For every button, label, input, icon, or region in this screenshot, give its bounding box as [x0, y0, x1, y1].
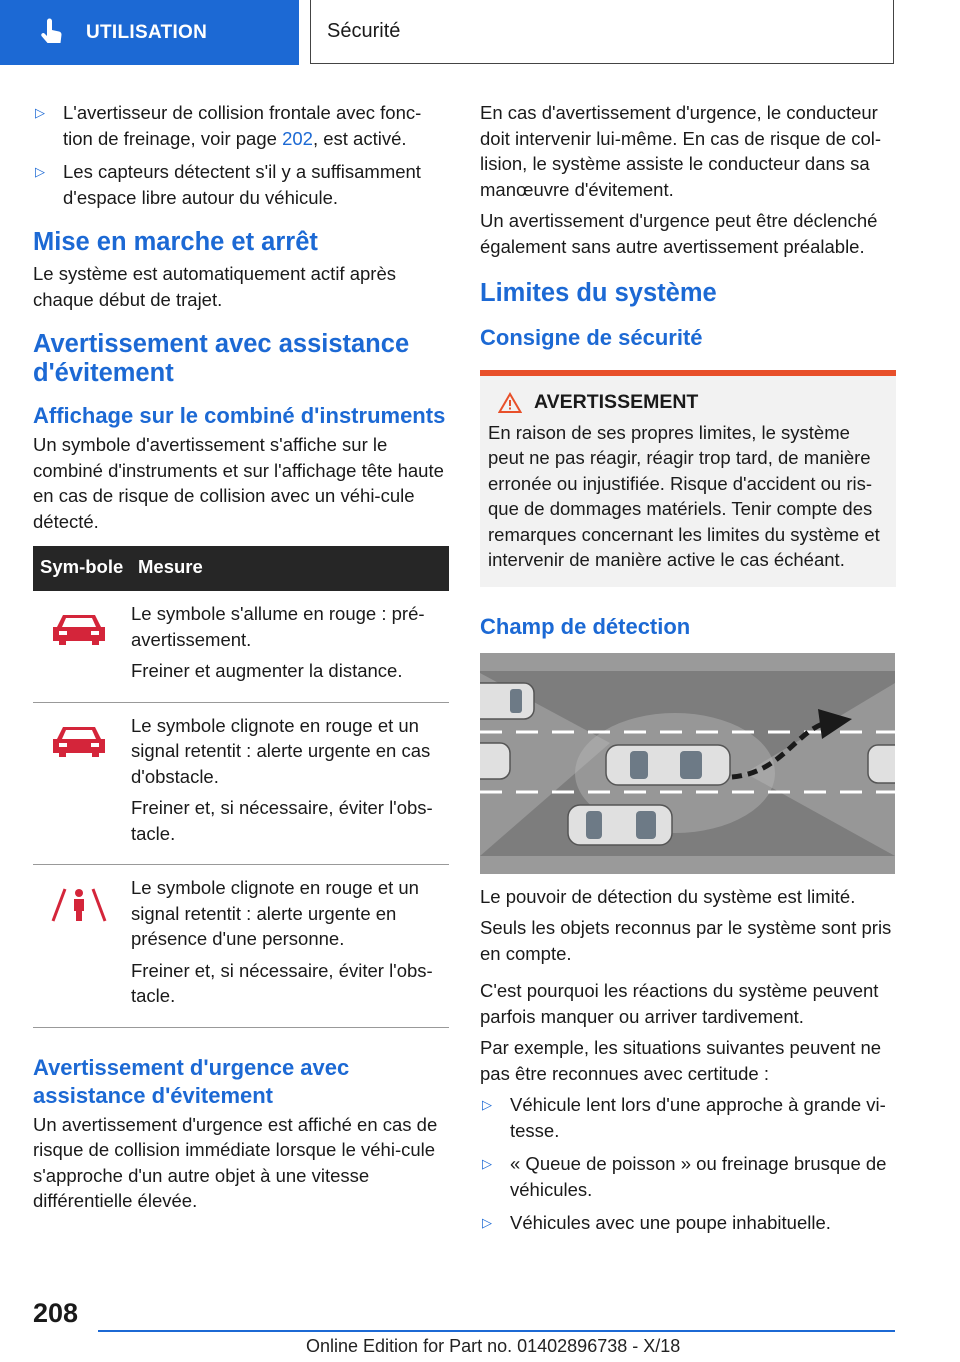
warning-header — [488, 390, 888, 416]
table-row: Le symbole clignote en rouge et un signal retentit : alerte urgente en cas d'obstacle. Freiner et, si nécessaire, éviter l'obs-tacle. — [33, 702, 449, 865]
pedestrian-warning-icon — [51, 885, 107, 925]
right-column — [480, 100, 896, 1244]
paragraph: En cas d'avertissement d'urgence, le conducteur doit intervenir lui-même. En cas de risque de col-lision, le système assiste le conducteur dans sa manœuvre d'évitement. — [480, 102, 882, 200]
list-item: ▷ Les capteurs détectent s'il y a suffisamment d'espace libre autour du véhicule. — [33, 159, 449, 210]
heading-consigne: Consigne de sécurité — [480, 325, 703, 350]
triangle-bullet-icon: ▷ — [482, 1156, 492, 1171]
car-warning-icon — [51, 611, 107, 647]
column-header-mesure: Mesure — [131, 546, 449, 591]
paragraph: C'est pourquoi les réactions du système peuvent parfois manquer ou arriver tardivement. — [480, 980, 879, 1027]
warning-triangle-icon — [498, 392, 522, 414]
heading-limites: Limites du système — [480, 279, 717, 307]
table-row: Le symbole s'allume en rouge : pré-avertissement. Freiner et augmenter la distance. — [33, 591, 449, 702]
section-tab-label: UTILISATION — [86, 21, 208, 43]
detection-field-diagram — [480, 653, 895, 874]
section-tab[interactable] — [0, 0, 299, 65]
list-item: ▷ Véhicule lent lors d'une approche à grande vi-tesse. — [480, 1092, 896, 1143]
paragraph: Seuls les objets reconnus par le système sont pris en compte. — [480, 917, 892, 964]
footer-edition: Online Edition for Part no. 01402896738 - X/18 — [306, 1336, 681, 1356]
page-section-title — [310, 0, 894, 64]
paragraph: Le système est automatiquement actif après chaque début de trajet. — [33, 263, 396, 310]
triangle-bullet-icon: ▷ — [482, 1215, 492, 1230]
symbol-table — [33, 546, 449, 1028]
warning-box — [480, 370, 896, 587]
section-title-text: Sécurité — [327, 20, 401, 42]
triangle-bullet-icon: ▷ — [35, 164, 45, 179]
table-row: Le symbole clignote en rouge et un signal retentit : alerte urgente en présence d'une personne. Freiner et, si nécessaire, éviter l'obs-tacle. — [33, 865, 449, 1028]
paragraph: Par exemple, les situations suivantes peuvent ne pas être reconnues avec certitude : — [480, 1037, 882, 1084]
car-warning-icon — [51, 723, 107, 759]
heading-urgence: Avertissement d'urgence avec assistance d'évitement — [33, 1054, 350, 1108]
paragraph: Un symbole d'avertissement s'affiche sur le combiné d'instruments et sur l'affichage tête haute en cas de risque de collision avec un véhi-cule détecté. — [33, 434, 444, 532]
left-column — [33, 100, 449, 1220]
paragraph: Le pouvoir de détection du système est limité. — [480, 885, 856, 907]
hand-pointer-icon — [38, 18, 66, 48]
list-item: ▷ L'avertisseur de collision frontale avec fonc-tion de freinage, voir page 202, est activé. — [33, 100, 449, 151]
triangle-bullet-icon: ▷ — [482, 1097, 492, 1112]
paragraph: Un avertissement d'urgence peut être déclenché également sans autre avertissement préalable. — [480, 210, 878, 257]
heading-avertissement: Avertissement avec assistance d'évitement — [33, 330, 410, 387]
heading-marche-arret: Mise en marche et arrêt — [33, 228, 318, 256]
footer-divider — [98, 1330, 895, 1332]
page-link[interactable]: 202 — [282, 127, 313, 149]
heading-affichage: Affichage sur le combiné d'instruments — [33, 403, 446, 428]
table-header-row — [33, 546, 449, 591]
triangle-bullet-icon: ▷ — [35, 105, 45, 120]
list-item: ▷ « Queue de poisson » ou freinage brusque de véhicules. — [480, 1151, 896, 1202]
list-item: ▷ Véhicules avec une poupe inhabituelle. — [480, 1210, 896, 1236]
paragraph: Un avertissement d'urgence est affiché en cas de risque de collision immédiate lorsque le véhi-cule s'approche d'un autre objet à une vitesse différentielle élevée. — [33, 1113, 438, 1211]
column-header-symbol: Sym-bole — [33, 546, 131, 591]
heading-champ: Champ de détection — [480, 613, 691, 639]
warning-text: En raison de ses propres limites, le système peut ne pas réagir, réagir trop tard, de manière erronée ou injustifiée. Risque d'accident ou ris-que de dommages matériels. Tenir compte des remarques concernant les limites du système et intervenir de manière active le cas échéant. — [488, 421, 880, 570]
warning-title: AVERTISSEMENT — [534, 391, 699, 413]
page-number: 208 — [33, 1298, 79, 1328]
